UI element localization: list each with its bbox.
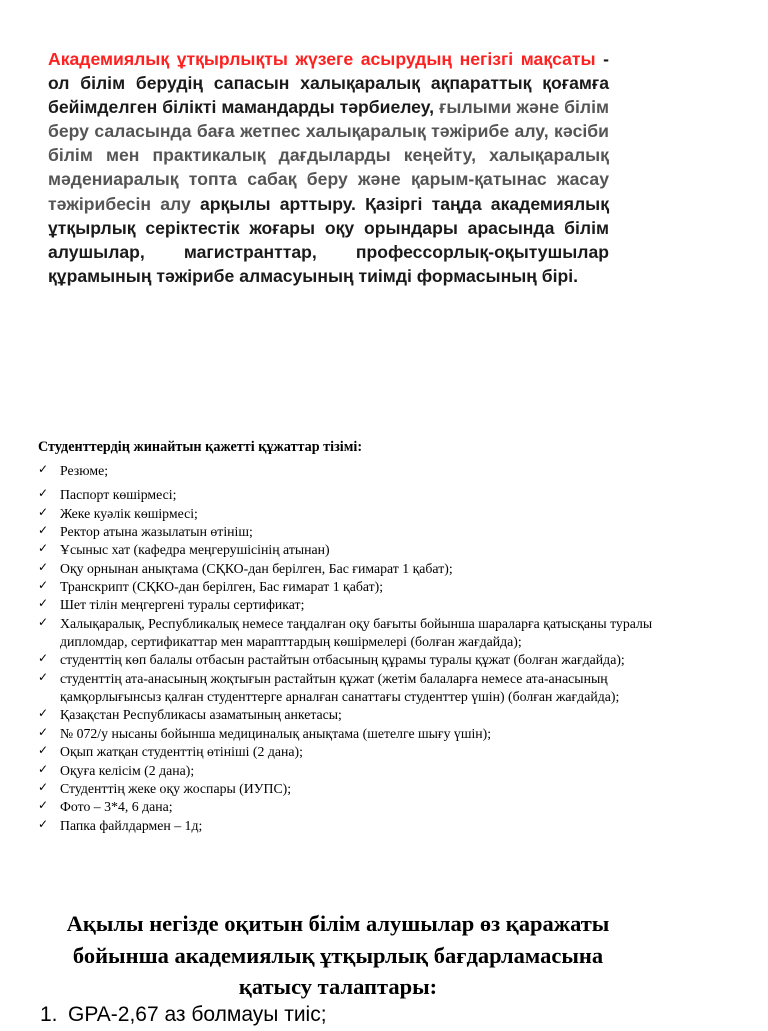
document-list-item-text: Фото – 3*4, 6 дана;: [60, 799, 173, 815]
checkmark-icon: ✓: [38, 504, 49, 519]
checkmark-icon: ✓: [38, 706, 49, 721]
checkmark-icon: ✓: [38, 486, 49, 501]
intro-lead-highlight: Академиялық ұтқырлықты жүзеге асырудың негізгі мақсаты: [48, 49, 596, 69]
document-list-item-text: № 072/у нысаны бойынша медициналық анықтама (шетелге шығу үшін);: [60, 725, 492, 741]
checkmark-icon: ✓: [38, 779, 49, 794]
document-list-item-text: Оқып жатқан студенттің өтініші (2 дана);: [60, 744, 303, 760]
intro-text-part-grey: ғылыми және білім беру саласында баға жетпес халықаралық тәжірибе алу, кәсіби білім мен практикалық дағдыларды кеңейту, халықаралық мәдениаралық топта сабақ беру және қарым-қатынас жасау тәжірибесін алу: [48, 97, 609, 214]
checkmark-icon: ✓: [38, 614, 49, 629]
document-list-item-text: Шет тілін меңгергені туралы сертификат;: [60, 597, 305, 613]
document-list-item: [38, 817, 698, 835]
requirement-item: [40, 999, 640, 1031]
document-list-item: [38, 651, 698, 669]
document-list-item: [38, 780, 698, 798]
checkmark-icon: ✓: [38, 462, 49, 476]
document-list-item: [38, 725, 698, 743]
document-list-item-text: студенттің көп балалы отбасын растайтын отбасының құрамы туралы құжат (болған жағдайда);: [60, 652, 625, 668]
document-list-item: [38, 541, 698, 559]
intro-text-part-1: - ол білім берудің сапасын халықаралық ақпараттық қоғамға бейімделген білікті мамандарды тәрбиелеу,: [48, 49, 609, 118]
document-list-item: [38, 762, 698, 780]
document-list-item: [38, 743, 698, 761]
document-list-item: [38, 486, 698, 504]
document-list-item-text: Халықаралық, Республикалық немесе таңдалған оқу бағыты бойынша шараларға қатысқаны туралы дипломдар, сертификаттар мен марапттардың көшірмелері (болған жағдайда);: [60, 615, 653, 650]
document-list-item-text: Студенттің жеке оқу жоспары (ИУПС);: [60, 780, 292, 796]
requirement-number: 1.: [40, 1003, 58, 1026]
document-list-item-text: Оқу орнынан анықтама (СҚКО-дан берілген, Бас ғимарат 1 қабат);: [60, 560, 453, 576]
document-list-item-text: Ректор атына жазылатын өтініш;: [60, 524, 253, 540]
checkmark-icon: ✓: [38, 798, 49, 813]
document-list-item: [38, 560, 698, 578]
document-list-item-text: Қазақстан Республикасы азаматының анкетасы;: [60, 707, 342, 723]
document-list-item: [38, 670, 698, 707]
intro-text-part-2: арқылы арттыру. Қазіргі таңда академиялық ұтқырлық серіктестік жоғары оқу орындары арасында білім алушылар, магистранттар, профессорлық-оқытушылар құрамының тәжірибе алмасуының тиімді формасының бірі.: [48, 193, 610, 286]
document-list-item: [38, 523, 698, 541]
document-list-item: [38, 462, 698, 480]
document-list-item: [38, 505, 698, 523]
document-list-item: [38, 615, 698, 652]
checkmark-icon: ✓: [38, 724, 49, 739]
intro-paragraph: [48, 47, 609, 288]
checkmark-icon: ✓: [38, 596, 49, 611]
document-list-item-text: студенттің ата-анасының жоқтығын растайтын құжат (жетім балаларға немесе ата-анасының қамқорлығынсыз қалған студенттерге арналған санаттағы студенттер үшін) (болған жағдайда);: [60, 670, 620, 705]
checkmark-icon: ✓: [38, 816, 49, 831]
requirements-title: Ақылы негізде оқитын білім алушылар өз қаражаты бойынша академиялық ұтқырлық бағдарламасына қатысу талаптары:: [66, 911, 610, 999]
checkmark-icon: ✓: [38, 578, 49, 593]
documents-list-title: Студенттердің жинайтын қажетті құжаттар тізімі:: [38, 439, 363, 455]
documents-list: [38, 462, 698, 835]
requirement-text: GPA-2,67 аз болмауы тиіс;: [68, 1003, 327, 1026]
checkmark-icon: ✓: [38, 743, 49, 758]
checkmark-icon: ✓: [38, 651, 49, 666]
document-list-item-text: Паспорт көшірмесі;: [60, 487, 177, 503]
document-list-item: [38, 798, 698, 816]
document-list-item-text: Жеке куәлік көшірмесі;: [60, 505, 198, 521]
document-list-item-text: Ұсыныс хат (кафедра меңгерушісінің атынан): [60, 542, 330, 558]
checkmark-icon: ✓: [38, 523, 49, 538]
document-list-item-text: Папка файлдармен – 1д;: [60, 817, 203, 833]
document-list-item: [38, 578, 698, 596]
document-list-item-text: Оқуға келісім (2 дана);: [60, 762, 195, 778]
document-list-item: [38, 596, 698, 614]
document-list-item: [38, 706, 698, 724]
checkmark-icon: ✓: [38, 761, 49, 776]
requirements-list: [40, 999, 640, 1031]
document-list-item-text: Резюме;: [60, 463, 109, 478]
checkmark-icon: ✓: [38, 669, 49, 684]
checkmark-icon: ✓: [38, 559, 49, 574]
document-list-item-text: Транскрипт (СҚКО-дан берілген, Бас ғимарат 1 қабат);: [60, 579, 384, 595]
checkmark-icon: ✓: [38, 541, 49, 556]
